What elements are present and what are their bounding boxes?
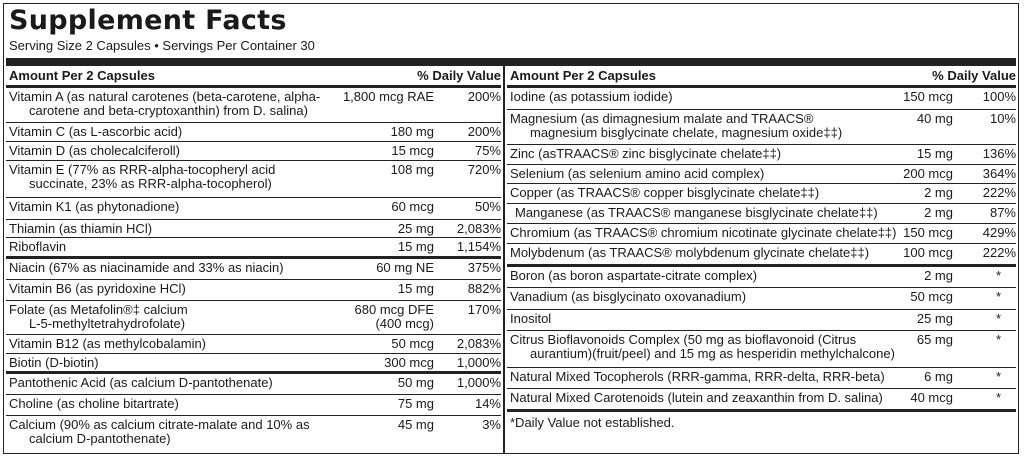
- nutrient-dv: 429%: [982, 225, 1016, 240]
- nutrient-dv: 136%: [982, 146, 1016, 161]
- nutrient-row: [507, 244, 1016, 267]
- nutrient-dv: 87%: [989, 205, 1016, 220]
- nutrient-row: [6, 374, 501, 395]
- nutrient-dv: 720%: [467, 162, 501, 177]
- nutrient-row: [6, 395, 501, 416]
- nutrient-dv: 2,083%: [456, 221, 501, 236]
- footnote: *Daily Value not established.: [510, 415, 675, 430]
- nutrient-amount-line2: (400 mcg): [375, 316, 434, 331]
- nutrient-name: Vitamin B6 (as pyridoxine HCl): [9, 281, 186, 296]
- nutrient-row: [507, 389, 1016, 412]
- serving-info: Serving Size 2 Capsules • Servings Per Container 30: [9, 38, 315, 53]
- nutrient-dv: 1,000%: [456, 355, 501, 370]
- nutrient-amount: 180 mg: [390, 124, 434, 139]
- nutrient-dv: 375%: [467, 260, 501, 275]
- nutrient-dv: 222%: [982, 185, 1016, 200]
- nutrient-dv: *: [995, 369, 1001, 384]
- nutrient-dv: 50%: [474, 199, 501, 214]
- nutrient-name: Manganese (as TRAACS® manganese bisglycinate chelate‡‡): [515, 205, 878, 220]
- nutrient-amount: 50 mg: [397, 375, 434, 390]
- nutrient-row: [6, 123, 501, 142]
- nutrient-name: Pantothenic Acid (as calcium D-pantothenate): [9, 375, 273, 390]
- nutrient-row: [6, 220, 501, 238]
- nutrient-amount: 2 mg: [924, 205, 953, 220]
- nutrient-name: Biotin (D-biotin): [9, 355, 99, 370]
- nutrient-dv: 882%: [467, 281, 501, 296]
- nutrient-row: [6, 354, 501, 374]
- nutrient-amount: 15 mg: [397, 239, 434, 254]
- nutrient-amount: 75 mg: [397, 396, 434, 411]
- nutrient-dv: *: [995, 289, 1001, 304]
- nutrient-amount: 65 mg: [916, 332, 953, 347]
- nutrient-name: Inositol: [510, 311, 552, 326]
- nutrient-row: [507, 110, 1016, 145]
- nutrient-name-line2: magnesium bisglycinate chelate, magnesium oxide‡‡): [530, 125, 843, 140]
- nutrient-amount: 15 mg: [916, 146, 953, 161]
- nutrient-dv: 10%: [989, 111, 1016, 126]
- nutrient-amount: 60 mcg: [391, 199, 434, 214]
- nutrient-amount: 50 mcg: [910, 289, 953, 304]
- nutrient-name: Choline (as choline bitartrate): [9, 396, 179, 411]
- nutrient-row: [507, 288, 1016, 310]
- nutrient-row: [6, 301, 501, 335]
- nutrient-name: Niacin (67% as niacinamide and 33% as niacin): [9, 260, 284, 275]
- nutrient-amount: 6 mg: [924, 369, 953, 384]
- nutrient-name: Thiamin (as thiamin HCl): [9, 221, 153, 236]
- nutrient-amount: 680 mcg DFE: [354, 302, 434, 317]
- panel-title: Supplement Facts: [9, 5, 287, 36]
- nutrient-row: [507, 204, 1016, 224]
- nutrient-name: Selenium (as selenium amino acid complex): [510, 166, 765, 181]
- nutrient-amount: 300 mcg: [384, 355, 434, 370]
- column-divider: [503, 66, 505, 453]
- nutrient-row: [507, 310, 1016, 331]
- nutrient-row: [6, 142, 501, 161]
- nutrient-row: [507, 224, 1016, 244]
- nutrient-dv: *: [995, 268, 1001, 283]
- nutrient-amount: 15 mg: [397, 281, 434, 296]
- nutrient-dv: 1,000%: [456, 375, 501, 390]
- nutrient-name: Vitamin K1 (as phytonadione): [9, 199, 180, 214]
- column-header: [6, 66, 501, 88]
- nutrient-row: [6, 335, 501, 354]
- nutrient-amount: 40 mg: [916, 111, 953, 126]
- nutrient-dv: 364%: [982, 166, 1016, 181]
- nutrient-amount: 150 mcg: [903, 89, 953, 104]
- nutrient-name: Vitamin C (as L-ascorbic acid): [9, 124, 183, 139]
- nutrient-dv: 170%: [467, 302, 501, 317]
- nutrient-name-line2: aurantium)(fruit/peel) and 15 mg as hesperidin methylchalcone): [530, 346, 895, 361]
- nutrient-name: Citrus Bioflavonoids Complex (50 mg as bioflavonoid (Citrus: [510, 332, 857, 347]
- nutrient-name: Natural Mixed Carotenoids (lutein and zeaxanthin from D. salina): [510, 390, 883, 405]
- nutrient-row: [6, 280, 501, 301]
- nutrient-amount: 25 mg: [397, 221, 434, 236]
- nutrient-amount: 40 mcg: [910, 390, 953, 405]
- nutrient-row: [507, 267, 1016, 288]
- nutrient-dv: 100%: [982, 89, 1016, 104]
- nutrient-amount: 108 mg: [390, 162, 434, 177]
- nutrient-amount: 200 mcg: [903, 166, 953, 181]
- nutrient-name: Magnesium (as dimagnesium malate and TRAACS®: [510, 111, 814, 126]
- nutrient-dv: 14%: [474, 396, 501, 411]
- nutrient-amount: 1,800 mcg RAE: [342, 89, 434, 104]
- nutrient-name: Vitamin D (as cholecalciferoll): [9, 143, 180, 158]
- nutrient-dv: *: [995, 390, 1001, 405]
- nutrient-amount: 2 mg: [924, 185, 953, 200]
- nutrient-name-line2: succinate, 23% as RRR-alpha-tocopherol): [29, 176, 272, 191]
- nutrient-row: [6, 416, 501, 450]
- nutrient-row: [507, 88, 1016, 110]
- amount-per-label: Amount Per 2 Capsules: [9, 68, 155, 83]
- nutrient-name: Calcium (90% as calcium citrate-malate and 10% as: [9, 417, 310, 432]
- nutrient-name: Vitamin B12 (as methylcobalamin): [9, 336, 207, 351]
- nutrient-name: Zinc (asTRAACS® zinc bisglycinate chelate‡‡): [510, 146, 782, 161]
- nutrient-row: [507, 145, 1016, 165]
- nutrient-row: [6, 161, 501, 198]
- nutrient-amount: 15 mcg: [391, 143, 434, 158]
- nutrient-dv: *: [995, 332, 1001, 347]
- amount-per-label: Amount Per 2 Capsules: [510, 68, 656, 83]
- nutrient-row: [6, 238, 501, 259]
- supplement-facts-panel: [3, 3, 1019, 454]
- nutrient-amount: 100 mcg: [903, 245, 953, 260]
- nutrient-row: [6, 88, 501, 123]
- nutrient-name: Vitamin E (77% as RRR-alpha-tocopheryl acid: [9, 162, 276, 177]
- nutrient-row: [6, 198, 501, 220]
- nutrient-name: Molybdenum (as TRAACS® molybdenum glycinate chelate‡‡): [510, 245, 870, 260]
- nutrient-name-line2: L-5-methyltetrahydrofolate): [29, 316, 186, 331]
- nutrient-dv: 222%: [982, 245, 1016, 260]
- right-column: [507, 66, 1016, 430]
- nutrient-name: Boron (as boron aspartate-citrate complex): [510, 268, 758, 283]
- nutrient-dv: 3%: [482, 417, 501, 432]
- nutrient-name: Vitamin A (as natural carotenes (beta-carotene, alpha-: [9, 89, 321, 104]
- nutrient-dv: *: [995, 311, 1001, 326]
- heavy-rule: [6, 58, 1016, 66]
- nutrient-row: [507, 331, 1016, 368]
- nutrient-name: Chromium (as TRAACS® chromium nicotinate glycinate chelate‡‡): [510, 225, 897, 240]
- nutrient-amount: 2 mg: [924, 268, 953, 283]
- nutrient-name-line2: calcium D-pantothenate): [29, 431, 171, 446]
- nutrient-dv: 1,154%: [456, 239, 501, 254]
- daily-value-label: % Daily Value: [932, 68, 1016, 83]
- nutrient-name: Natural Mixed Tocopherols (RRR-gamma, RRR-delta, RRR-beta): [510, 369, 885, 384]
- column-header: [507, 66, 1016, 88]
- nutrient-amount: 60 mg NE: [376, 260, 434, 275]
- nutrient-amount: 45 mg: [397, 417, 434, 432]
- left-column: [6, 66, 501, 450]
- nutrient-dv: 200%: [467, 89, 501, 104]
- nutrient-name: Folate (as Metafolin®‡ calcium: [9, 302, 188, 317]
- nutrient-row: [507, 368, 1016, 389]
- nutrient-name: Vanadium (as bisglycinato oxovanadium): [510, 289, 747, 304]
- nutrient-row: [507, 165, 1016, 184]
- nutrient-dv: 2,083%: [456, 336, 501, 351]
- nutrient-name: Iodine (as potassium iodide): [510, 89, 673, 104]
- nutrient-amount: 150 mcg: [903, 225, 953, 240]
- nutrient-amount: 50 mcg: [391, 336, 434, 351]
- nutrient-row: [507, 184, 1016, 204]
- nutrient-name-line2: carotene and beta-cryptoxanthin) from D. salina): [29, 103, 308, 118]
- nutrient-amount: 25 mg: [916, 311, 953, 326]
- nutrient-dv: 200%: [467, 124, 501, 139]
- nutrient-dv: 75%: [474, 143, 501, 158]
- nutrient-name: Riboflavin: [9, 239, 67, 254]
- daily-value-label: % Daily Value: [417, 68, 501, 83]
- nutrient-name: Copper (as TRAACS® copper bisglycinate chelate‡‡): [510, 185, 820, 200]
- nutrient-row: [6, 259, 501, 280]
